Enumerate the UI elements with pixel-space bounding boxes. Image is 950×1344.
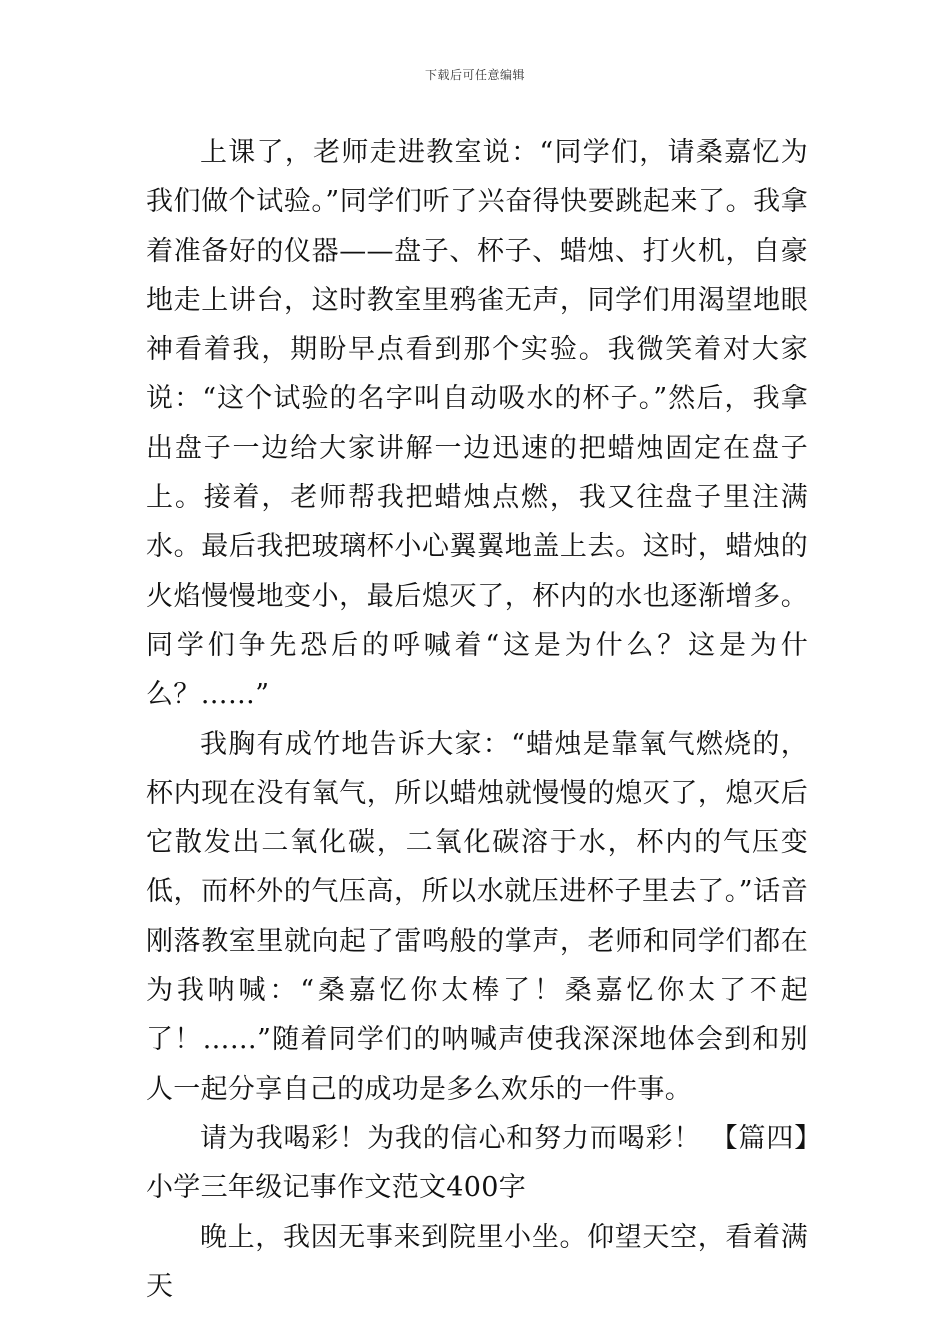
paragraph-experiment: 上课了，老师走进教室说：“同学们，请桑嘉忆为我们做个试验。”同学们听了兴奋得快要跳起来了。我拿着准备好的仪器——盘子、杯子、蜡烛、打火机，自豪地走上讲台，这时教室里鸦雀无声，同学们用渴望地眼神看着我，期盼早点看到那个实验。我微笑着对大家说：“这个试验的名字叫自动吸水的杯子。”然后，我拿出盘子一边给大家讲解一边迅速的把蜡烛固定在盘子上。接着，老师帮我把蜡烛点燃，我又往盘子里注满水。最后我把玻璃杯小心翼翼地盖上去。这时，蜡烛的火焰慢慢地变小，最后熄灭了，杯内的水也逐渐增多。同学们争先恐后的呼喊着“这是为什么？这是为什么？……” [146, 137, 808, 711]
paragraph-explanation: 我胸有成竹地告诉大家：“蜡烛是靠氧气燃烧的，杯内现在没有氧气，所以蜡烛就慢慢的熄灭了，熄灭后它散发出二氧化碳，二氧化碳溶于水，杯内的气压变低，而杯外的气压高，所以水就压进杯子里去了。”话音刚落教室里就向起了雷鸣般的掌声，老师和同学们都在为我呐喊：“桑嘉忆你太棒了！桑嘉忆你太了不起了！……”随着同学们的呐喊声使我深深地体会到和别人一起分享自己的成功是多么欢乐的一件事。 [146, 728, 808, 1105]
page-header-note: 下载后可任意编辑 [424, 68, 525, 82]
paragraph-cheer-and-next-title: 请为我喝彩！为我的信心和努力而喝彩！ 【篇四】小学三年级记事作文范文400字 [146, 1122, 808, 1204]
article-body [146, 128, 808, 1311]
paragraph-evening: 晚上，我因无事来到院里小坐。仰望天空，看着满天 [146, 1221, 808, 1302]
